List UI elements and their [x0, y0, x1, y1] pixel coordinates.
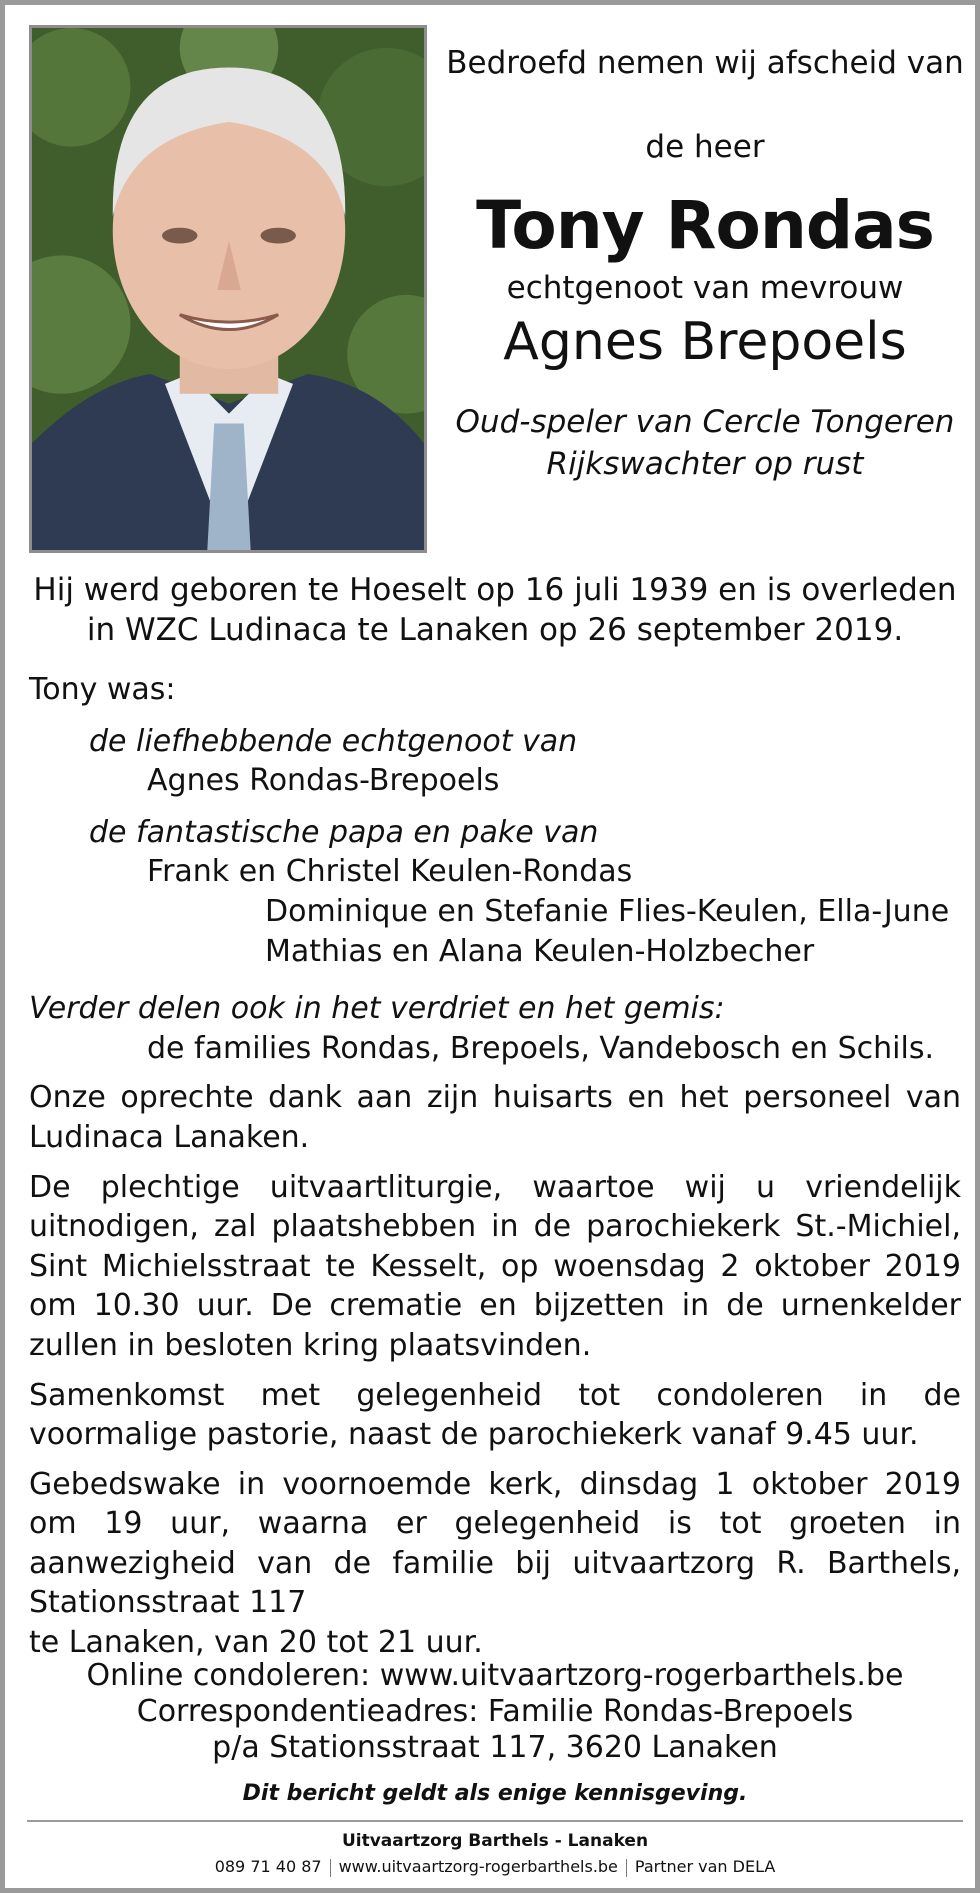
families: de families Rondas, Brepoels, Vandebosch en Schils. — [147, 1030, 934, 1066]
birth-line-1: Hij werd geboren te Hoeselt op 16 juli 1939 en is overleden — [33, 572, 957, 608]
funeral-home-info — [25, 1857, 965, 1877]
spouse-relation-title: de liefhebbende echtgenoot van — [89, 723, 578, 759]
grandchild-line: Mathias en Alana Keulen-Holzbecher — [265, 933, 815, 969]
notice: Dit bericht geldt als enige kennisgeving. — [242, 1781, 748, 1806]
portrait-image — [32, 28, 424, 550]
intro-text: Bedroefd nemen wij afscheid van — [446, 45, 964, 81]
thanks-paragraph: Onze oprechte dank aan zijn huisarts en het personeel van Ludinaca Lanaken. — [29, 1080, 961, 1155]
body — [29, 670, 961, 1663]
partner: Partner van DELA — [634, 1857, 776, 1876]
relations-title: Tony was: — [29, 672, 176, 707]
children-relation-title: de fantastische papa en pake van — [89, 814, 599, 850]
correspondence: Correspondentieadres: Familie Rondas-Brepoels — [136, 1694, 854, 1729]
title-prefix: de heer — [645, 129, 765, 165]
grandchild-line: Dominique en Stefanie Flies-Keulen, Ella-June — [265, 893, 950, 929]
website: www.uitvaartzorg-rogerbarthels.be — [338, 1857, 618, 1876]
spouse-intro: echtgenoot van mevrouw — [506, 270, 904, 306]
spouse-name: Agnes Brepoels — [503, 312, 907, 372]
deceased-name: Tony Rondas — [476, 187, 934, 264]
wake-paragraph — [29, 1465, 961, 1663]
funeral-home-name: Uitvaartzorg Barthels - Lanaken — [341, 1831, 649, 1851]
divider — [27, 1820, 963, 1822]
liturgy-paragraph: De plechtige uitvaartliturgie, waartoe wij u vriendelijk uitnodigen, zal plaatshebben in de parochiekerk St.-Michiel, Sint Michielsstraat te Kesselt, op woensdag 2 oktober 2019 om 10.30 uur. De crematie en bijzetten in de urnenkelder zullen in besloten kring plaatsvinden. — [29, 1169, 961, 1363]
header — [445, 25, 965, 486]
gathering-paragraph: Samenkomst met gelegenheid tot condoleren in de voormalige pastorie, naast de parochiekerk vanaf 9.45 uur. — [29, 1377, 961, 1453]
wake-text-end: te Lanaken, van 20 tot 21 uur. — [29, 1625, 483, 1661]
contact-info — [25, 1658, 965, 1766]
separator — [330, 1859, 331, 1877]
roles — [445, 402, 965, 486]
separator — [626, 1859, 627, 1877]
online-condolence: Online condoleren: www.uitvaartzorg-rogerbarthels.be — [86, 1658, 904, 1693]
address: p/a Stationsstraat 117, 3620 Lanaken — [212, 1730, 778, 1765]
spouse-relation-name: Agnes Rondas-Brepoels — [147, 763, 500, 799]
phone: 089 71 40 87 — [214, 1857, 322, 1876]
role-former-player: Oud-speler van Cercle Tongeren — [455, 404, 955, 440]
wake-text: Gebedswake in voornoemde kerk, dinsdag 1 oktober 2019 om 19 uur, waarna er gelegenheid is tot groeten in aanwezigheid van de familie bij uitvaartzorg R. Barthels, Stationsstraat 117 — [29, 1466, 961, 1621]
further-title: Verder delen ook in het verdriet en het gemis: — [29, 991, 725, 1027]
birth-line-2: in WZC Ludinaca te Lanaken op 26 september 2019. — [86, 612, 904, 649]
birth-death-info — [25, 570, 965, 651]
portrait-photo — [29, 25, 427, 553]
role-retired: Rijkswachter op rust — [546, 445, 864, 482]
child-name: Frank en Christel Keulen-Rondas — [147, 854, 633, 890]
